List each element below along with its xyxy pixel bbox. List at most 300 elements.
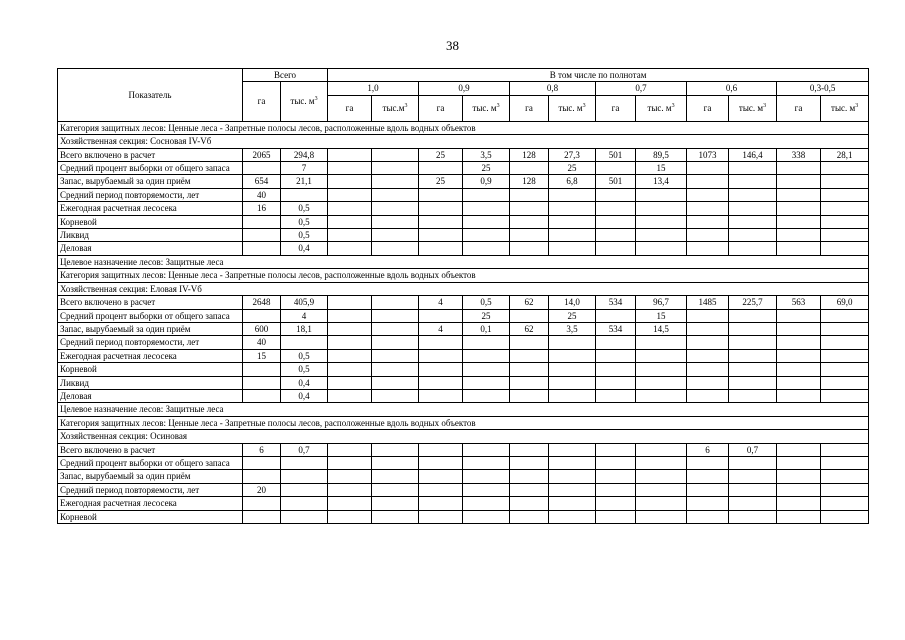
table-cell	[777, 242, 821, 255]
table-cell	[549, 215, 596, 228]
table-header	[58, 69, 869, 122]
table-cell	[328, 336, 372, 349]
table-cell	[687, 309, 729, 322]
row-label: Ликвид	[58, 229, 243, 242]
table-cell	[687, 456, 729, 469]
table-cell	[549, 188, 596, 201]
table-cell	[372, 376, 419, 389]
row-label: Всего включено в расчет	[58, 296, 243, 309]
table-cell: 563	[777, 296, 821, 309]
table-cell	[372, 322, 419, 335]
table-cell	[687, 336, 729, 349]
table-cell	[821, 389, 869, 402]
table-cell	[821, 363, 869, 376]
table-cell	[510, 202, 549, 215]
table-cell: 128	[510, 148, 549, 161]
table-cell	[636, 242, 687, 255]
table-cell	[777, 389, 821, 402]
table-cell: 225,7	[729, 296, 777, 309]
row-label: Деловая	[58, 389, 243, 402]
table-cell: 27,3	[549, 148, 596, 161]
table-cell: 7	[281, 162, 328, 175]
table-row	[58, 175, 869, 188]
table-cell	[419, 456, 463, 469]
table-cell	[777, 162, 821, 175]
header-density: 0,8	[510, 82, 596, 95]
table-cell	[821, 470, 869, 483]
table-cell	[549, 202, 596, 215]
table-cell	[729, 188, 777, 201]
header-ha: га	[596, 95, 636, 121]
table-cell	[328, 229, 372, 242]
row-label: Средний процент выборки от общего запаса	[58, 456, 243, 469]
table-cell	[328, 148, 372, 161]
table-cell	[596, 229, 636, 242]
table-cell	[596, 242, 636, 255]
table-cell: 0,5	[281, 229, 328, 242]
table-cell	[419, 215, 463, 228]
table-cell	[372, 162, 419, 175]
table-cell	[636, 229, 687, 242]
table-cell	[372, 510, 419, 523]
row-label: Средний процент выборки от общего запаса	[58, 309, 243, 322]
table-cell	[729, 349, 777, 362]
table-cell	[372, 456, 419, 469]
table-cell	[777, 336, 821, 349]
table-cell	[419, 510, 463, 523]
table-cell	[328, 296, 372, 309]
table-row	[58, 229, 869, 242]
table-row	[58, 443, 869, 456]
table-cell	[821, 376, 869, 389]
table-cell	[463, 202, 510, 215]
table-cell	[328, 162, 372, 175]
table-cell	[596, 162, 636, 175]
table-cell: 25	[549, 162, 596, 175]
section-title: Категория защитных лесов: Ценные леса - Запретные полосы лесов, расположенные вдоль водных объектов	[58, 121, 869, 134]
table-cell	[729, 363, 777, 376]
table-cell	[510, 349, 549, 362]
table-cell	[328, 309, 372, 322]
table-cell	[510, 336, 549, 349]
table-cell: 15	[636, 309, 687, 322]
table-cell	[777, 349, 821, 362]
header-volume: $тыс.м^3$	[372, 95, 419, 121]
table-cell	[596, 510, 636, 523]
table-cell	[328, 202, 372, 215]
table-cell	[687, 215, 729, 228]
section-title-row	[58, 121, 869, 134]
header-ha: га	[687, 95, 729, 121]
table-cell	[328, 322, 372, 335]
table-cell: 600	[243, 322, 281, 335]
table-row	[58, 322, 869, 335]
table-cell	[372, 389, 419, 402]
table-cell	[687, 470, 729, 483]
table-cell	[328, 242, 372, 255]
table-cell	[687, 229, 729, 242]
table-cell: 0,4	[281, 376, 328, 389]
table-cell: 0,9	[463, 175, 510, 188]
table-cell: 62	[510, 296, 549, 309]
table-cell	[821, 456, 869, 469]
table-cell	[729, 456, 777, 469]
header-volume: тыс. $м^3$	[463, 95, 510, 121]
table-cell	[687, 188, 729, 201]
table-cell: 6,8	[549, 175, 596, 188]
table-cell	[419, 389, 463, 402]
table-row	[58, 309, 869, 322]
table-cell	[596, 456, 636, 469]
row-label: Ликвид	[58, 376, 243, 389]
table-cell	[821, 510, 869, 523]
table-cell	[463, 389, 510, 402]
header-ha: га	[510, 95, 549, 121]
table-cell: 21,1	[281, 175, 328, 188]
table-cell	[777, 497, 821, 510]
table-cell	[729, 202, 777, 215]
table-cell	[510, 188, 549, 201]
table-cell	[596, 483, 636, 496]
table-cell	[463, 456, 510, 469]
table-cell: 6	[687, 443, 729, 456]
table-cell: 0,5	[281, 363, 328, 376]
table-cell	[821, 483, 869, 496]
table-cell	[636, 497, 687, 510]
table-cell: 18,1	[281, 322, 328, 335]
table-cell	[687, 376, 729, 389]
header-by-density: В том числе по полнотам	[328, 69, 869, 82]
table-cell: 20	[243, 483, 281, 496]
table-cell: 0,7	[281, 443, 328, 456]
table-cell	[549, 363, 596, 376]
table-cell: 501	[596, 175, 636, 188]
table-row	[58, 497, 869, 510]
table-cell	[372, 202, 419, 215]
table-row	[58, 349, 869, 362]
table-cell	[243, 229, 281, 242]
section-title-row	[58, 430, 869, 443]
table-cell	[549, 510, 596, 523]
table-cell	[687, 483, 729, 496]
table-cell	[372, 336, 419, 349]
table-cell	[821, 229, 869, 242]
row-label: Средний период повторяемости, лет	[58, 336, 243, 349]
table-cell	[687, 242, 729, 255]
table-cell: 0,7	[729, 443, 777, 456]
row-label: Корневой	[58, 510, 243, 523]
row-label: Деловая	[58, 242, 243, 255]
table-cell	[510, 443, 549, 456]
row-label: Ежегодная расчетная лесосека	[58, 497, 243, 510]
table-cell	[243, 363, 281, 376]
table-row	[58, 363, 869, 376]
section-title-row	[58, 416, 869, 429]
table-cell	[729, 309, 777, 322]
table-cell	[636, 389, 687, 402]
table-cell: 25	[419, 175, 463, 188]
table-cell	[372, 443, 419, 456]
table-cell: 2648	[243, 296, 281, 309]
table-cell	[729, 229, 777, 242]
table-cell	[549, 336, 596, 349]
table-cell	[328, 470, 372, 483]
table-cell	[777, 188, 821, 201]
table-cell	[328, 443, 372, 456]
table-cell	[243, 242, 281, 255]
table-cell: 3,5	[463, 148, 510, 161]
table-row	[58, 456, 869, 469]
section-title: Хозяйственная секция: Еловая IV-Vб	[58, 282, 869, 295]
section-title: Категория защитных лесов: Ценные леса - Запретные полосы лесов, расположенные вдоль водных объектов	[58, 269, 869, 282]
table-row	[58, 336, 869, 349]
table-cell	[636, 510, 687, 523]
table-cell	[419, 188, 463, 201]
table-cell	[636, 349, 687, 362]
section-title: Хозяйственная секция: Осиновая	[58, 430, 869, 443]
section-title-row	[58, 255, 869, 268]
table-cell: 405,9	[281, 296, 328, 309]
table-cell	[596, 389, 636, 402]
table-cell	[729, 336, 777, 349]
table-cell	[243, 510, 281, 523]
section-title: Целевое назначение лесов: Защитные леса	[58, 403, 869, 416]
table-cell: 28,1	[821, 148, 869, 161]
table-cell: 654	[243, 175, 281, 188]
table-cell: 4	[419, 296, 463, 309]
row-label: Средний период повторяемости, лет	[58, 188, 243, 201]
row-label: Корневой	[58, 215, 243, 228]
table-row	[58, 162, 869, 175]
table-cell	[328, 363, 372, 376]
header-density: 0,7	[596, 82, 687, 95]
table-cell	[419, 376, 463, 389]
table-cell	[636, 336, 687, 349]
table-cell	[636, 483, 687, 496]
header-volume: тыс. $м^3$	[636, 95, 687, 121]
header-total-ha: га	[243, 82, 281, 121]
table-cell	[777, 470, 821, 483]
table-cell	[243, 497, 281, 510]
table-cell: 25	[549, 309, 596, 322]
table-cell	[463, 349, 510, 362]
table-cell	[636, 443, 687, 456]
table-cell	[636, 202, 687, 215]
table-cell	[419, 497, 463, 510]
table-cell: 294,8	[281, 148, 328, 161]
table-cell	[328, 389, 372, 402]
table-cell	[729, 389, 777, 402]
table-cell	[687, 349, 729, 362]
table-cell: 0,5	[281, 215, 328, 228]
table-cell	[510, 215, 549, 228]
table-cell	[777, 443, 821, 456]
table-cell	[419, 229, 463, 242]
table-row	[58, 376, 869, 389]
table-cell: 4	[419, 322, 463, 335]
table-cell	[419, 202, 463, 215]
table-cell: 0,1	[463, 322, 510, 335]
table-cell: 16	[243, 202, 281, 215]
table-cell: 1485	[687, 296, 729, 309]
allowable-cut-table	[57, 68, 869, 524]
table-cell	[243, 389, 281, 402]
table-cell: 89,5	[636, 148, 687, 161]
table-cell	[549, 349, 596, 362]
table-cell	[243, 470, 281, 483]
table-cell: 534	[596, 296, 636, 309]
table-cell: 0,5	[281, 349, 328, 362]
table-cell	[777, 483, 821, 496]
table-cell	[729, 510, 777, 523]
table-cell	[687, 497, 729, 510]
header-volume: тыс. $м^3$	[549, 95, 596, 121]
table-cell	[243, 456, 281, 469]
section-title: Категория защитных лесов: Ценные леса - Запретные полосы лесов, расположенные вдоль водных объектов	[58, 416, 869, 429]
row-label: Корневой	[58, 363, 243, 376]
table-cell	[596, 336, 636, 349]
table-cell	[596, 443, 636, 456]
table-cell	[596, 363, 636, 376]
table-cell	[821, 202, 869, 215]
table-cell: 534	[596, 322, 636, 335]
table-cell	[281, 336, 328, 349]
row-label: Запас, вырубаемый за один приём	[58, 322, 243, 335]
table-row	[58, 510, 869, 523]
table-cell: 2065	[243, 148, 281, 161]
table-cell	[328, 483, 372, 496]
section-title-row	[58, 282, 869, 295]
row-label: Всего включено в расчет	[58, 148, 243, 161]
table-cell	[510, 389, 549, 402]
table-cell	[463, 336, 510, 349]
table-cell	[372, 309, 419, 322]
table-cell	[821, 162, 869, 175]
table-cell	[549, 470, 596, 483]
table-cell	[777, 510, 821, 523]
table-cell	[510, 483, 549, 496]
table-cell	[729, 322, 777, 335]
table-cell: 15	[636, 162, 687, 175]
table-row	[58, 242, 869, 255]
table-cell	[596, 188, 636, 201]
table-cell: 338	[777, 148, 821, 161]
table-cell	[549, 497, 596, 510]
table-cell: 13,4	[636, 175, 687, 188]
table-cell	[596, 215, 636, 228]
table-cell	[281, 483, 328, 496]
table-cell	[328, 376, 372, 389]
table-cell	[687, 175, 729, 188]
table-cell	[419, 363, 463, 376]
table-cell	[463, 188, 510, 201]
section-title-row	[58, 269, 869, 282]
header-volume: тыс. $м^3$	[821, 95, 869, 121]
row-label: Средний процент выборки от общего запаса	[58, 162, 243, 175]
table-cell: 25	[463, 162, 510, 175]
table-cell	[463, 510, 510, 523]
table-cell	[463, 483, 510, 496]
table-cell	[821, 188, 869, 201]
table-cell	[687, 162, 729, 175]
table-cell	[372, 188, 419, 201]
table-cell	[729, 242, 777, 255]
table-cell	[777, 456, 821, 469]
table-cell	[510, 309, 549, 322]
table-cell	[510, 470, 549, 483]
table-body	[58, 121, 869, 523]
table-cell	[821, 322, 869, 335]
table-cell	[463, 497, 510, 510]
header-total-volume: тыс. $м^3$	[281, 82, 328, 121]
table-row	[58, 202, 869, 215]
table-cell	[777, 202, 821, 215]
table-row	[58, 483, 869, 496]
table-cell	[419, 483, 463, 496]
section-title: Хозяйственная секция: Сосновая IV-Vб	[58, 135, 869, 148]
table-cell	[687, 363, 729, 376]
row-label: Запас, вырубаемый за один приём	[58, 175, 243, 188]
table-cell: 0,5	[281, 202, 328, 215]
table-cell	[510, 363, 549, 376]
table-cell	[372, 148, 419, 161]
table-row	[58, 148, 869, 161]
table-cell: 25	[419, 148, 463, 161]
table-cell	[549, 389, 596, 402]
table-cell: 14,5	[636, 322, 687, 335]
table-row	[58, 296, 869, 309]
table-cell	[729, 470, 777, 483]
table-cell	[777, 376, 821, 389]
table-cell	[328, 349, 372, 362]
header-density: 0,3-0,5	[777, 82, 869, 95]
table-cell	[372, 229, 419, 242]
table-cell	[596, 349, 636, 362]
table-cell: 501	[596, 148, 636, 161]
table-cell	[463, 443, 510, 456]
table-cell	[729, 175, 777, 188]
header-total: Всего	[243, 69, 328, 82]
table-cell	[636, 470, 687, 483]
table-cell	[636, 215, 687, 228]
table-cell	[687, 322, 729, 335]
table-cell	[777, 175, 821, 188]
table-cell	[777, 309, 821, 322]
table-cell	[372, 497, 419, 510]
row-label: Всего включено в расчет	[58, 443, 243, 456]
table-cell	[510, 456, 549, 469]
table-cell	[463, 215, 510, 228]
table-cell	[549, 229, 596, 242]
table-row	[58, 188, 869, 201]
table-cell: 40	[243, 188, 281, 201]
table-cell	[328, 497, 372, 510]
header-density: 0,6	[687, 82, 777, 95]
table-cell	[549, 456, 596, 469]
row-label: Ежегодная расчетная лесосека	[58, 202, 243, 215]
table-cell	[281, 510, 328, 523]
table-row	[58, 215, 869, 228]
table-cell	[596, 376, 636, 389]
table-cell: 128	[510, 175, 549, 188]
table-cell	[419, 309, 463, 322]
table-cell	[510, 162, 549, 175]
row-label: Запас, вырубаемый за один приём	[58, 470, 243, 483]
header-volume: тыс. $м^3$	[729, 95, 777, 121]
table-cell: 0,4	[281, 242, 328, 255]
table-cell	[549, 483, 596, 496]
table-cell	[821, 309, 869, 322]
